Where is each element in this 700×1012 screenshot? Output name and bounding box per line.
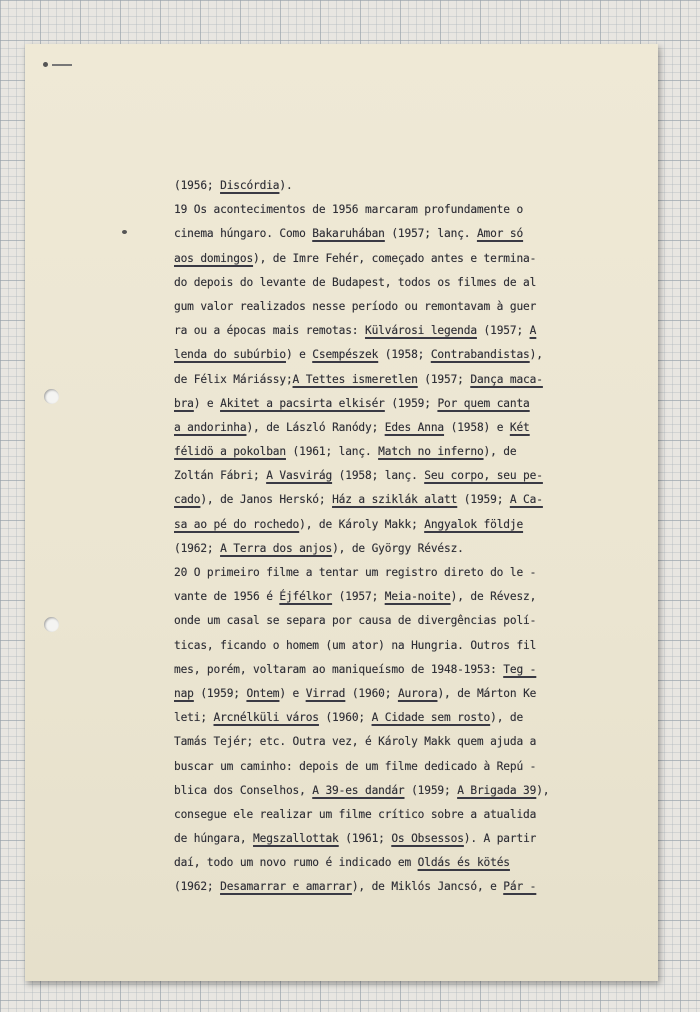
text-line: [174, 343, 614, 367]
underlined-title: Csempészek: [312, 348, 379, 362]
underlined-title: A Ca-: [509, 493, 543, 507]
text-segment: (1961; lanç.: [285, 445, 379, 459]
text-segment: (1957;: [417, 372, 471, 386]
text-line: [174, 803, 614, 827]
text-segment: ) e: [285, 348, 313, 362]
text-segment: gum valor realizados nesse período ou remontavam à guer: [174, 299, 537, 313]
underlined-title: sa ao pé do rochedo: [174, 517, 300, 531]
underlined-title: Oldás és kötés: [417, 856, 510, 870]
underlined-title: A Tettes ismeretlen: [292, 372, 418, 386]
punch-hole: [44, 389, 59, 404]
text-segment: (1961;: [338, 832, 392, 846]
text-segment: (1959;: [457, 493, 510, 507]
text-segment: onde um casal se separa por causa de divergências polí-: [174, 614, 537, 628]
text-segment: 19 Os acontecimentos de 1956 marcaram profundamente o: [174, 203, 524, 217]
text-segment: leti;: [174, 711, 214, 725]
text-segment: ) e: [193, 396, 221, 410]
text-segment: (1958;: [378, 348, 431, 362]
text-line: [174, 416, 614, 440]
text-line: [174, 875, 614, 899]
text-line: [174, 827, 614, 851]
corner-mark: [43, 62, 75, 68]
text-segment: (1958; lanç.: [332, 469, 425, 483]
text-segment: ra ou a épocas mais remotas:: [174, 324, 365, 338]
underlined-title: a andorinha: [174, 420, 247, 434]
text-segment: de húngara,: [174, 832, 254, 846]
text-segment: ), de Károly Makk;: [299, 517, 425, 531]
text-segment: ), de Révesz,: [450, 590, 537, 604]
text-line: [174, 634, 614, 658]
text-line: [174, 392, 614, 416]
text-line: [174, 295, 614, 319]
text-segment: ), de Márton Ke: [437, 686, 537, 700]
underlined-title: aos domingos: [174, 251, 254, 265]
text-segment: (1960;: [345, 686, 398, 700]
underlined-title: A: [529, 324, 537, 338]
text-line: [174, 368, 614, 392]
underlined-title: Megszallottak: [253, 832, 339, 846]
underlined-title: Bakaruhában: [312, 227, 385, 241]
underlined-title: A 39-es dandár: [312, 783, 405, 797]
text-line: [174, 174, 614, 198]
text-line: [174, 440, 614, 464]
text-line: [174, 658, 614, 682]
underlined-title: Discórdia: [220, 179, 280, 192]
underlined-title: Os Obsessos: [391, 832, 464, 846]
underlined-title: Virrad: [305, 686, 346, 700]
underlined-title: lenda do subúrbio: [174, 348, 286, 362]
text-segment: (1962;: [174, 880, 221, 894]
text-line: [174, 464, 614, 488]
text-segment: ticas, ficando o homem (um ator) na Hungria. Outros fil: [174, 638, 537, 652]
text-segment: ), de: [490, 711, 524, 725]
underlined-title: Dança maca-: [470, 372, 543, 386]
underlined-title: A Terra dos anjos: [220, 541, 333, 555]
underlined-title: Contrabandistas: [430, 348, 530, 362]
underlined-title: cado: [174, 493, 201, 507]
text-line: [174, 706, 614, 730]
punch-hole: [44, 617, 59, 632]
text-segment: (1956;: [174, 179, 221, 192]
text-line: [174, 271, 614, 295]
underlined-title: Teg -: [503, 662, 537, 676]
text-segment: (1959;: [193, 686, 247, 700]
text-segment: ), de Miklós Jancsó, e: [351, 880, 504, 894]
ink-speck: [122, 230, 127, 234]
underlined-title: Aurora: [397, 686, 438, 700]
text-segment: daí, todo um novo rumo é indicado em: [174, 856, 418, 870]
text-segment: ), de György Révész.: [332, 541, 464, 555]
underlined-title: A Vasvirág: [266, 469, 333, 483]
underlined-title: Ontem: [246, 686, 280, 700]
text-line: [174, 682, 614, 706]
text-segment: Tamás Tejér; etc. Outra vez, é Károly Makk quem ajuda a: [174, 735, 537, 749]
text-segment: (1960;: [318, 711, 372, 725]
text-segment: (1959;: [384, 396, 438, 410]
underlined-title: Match no inferno: [378, 445, 484, 459]
text-line: [174, 222, 614, 246]
text-line: [174, 755, 614, 779]
text-segment: ) e: [279, 686, 306, 700]
text-segment: (1957;: [332, 590, 385, 604]
text-segment: (1959;: [404, 783, 458, 797]
underlined-title: Amor só: [476, 227, 524, 241]
text-segment: buscar um caminho: depois de um filme dedicado à Repú -: [174, 759, 537, 773]
text-line: [174, 585, 614, 609]
text-segment: cinema húngaro. Como: [174, 227, 313, 241]
text-segment: Zoltán Fábri;: [174, 469, 267, 483]
underlined-title: félidö a pokolban: [174, 445, 286, 459]
text-line: [174, 609, 614, 633]
text-segment: ).: [279, 179, 293, 192]
text-segment: 20 O primeiro filme a tentar um registro direto do le -: [174, 566, 537, 579]
text-line: [174, 247, 614, 271]
text-segment: (1957;: [476, 324, 530, 338]
text-segment: (1962;: [174, 541, 221, 555]
underlined-title: Arcnélküli város: [213, 711, 319, 725]
text-line: [174, 198, 614, 222]
underlined-title: Por quem canta: [437, 396, 530, 410]
text-line: [174, 851, 614, 875]
text-segment: consegue ele realizar um filme crítico sobre a atualida: [174, 807, 537, 821]
text-segment: (1957; lanç.: [384, 227, 477, 241]
underlined-title: A Brigada 39: [457, 783, 537, 797]
underlined-title: Ház a sziklák alatt: [332, 493, 458, 507]
text-segment: ), de László Ranódy;: [246, 420, 385, 434]
text-segment: vante de 1956 é: [174, 590, 280, 604]
underlined-title: bra: [174, 396, 194, 410]
underlined-title: A Cidade sem rosto: [371, 711, 491, 725]
underlined-title: Angyalok földje: [424, 517, 524, 531]
underlined-title: nap: [174, 686, 194, 700]
text-line: [174, 488, 614, 512]
text-segment: ), de Imre Fehér, começado antes e termina-: [253, 251, 537, 265]
underlined-title: Desamarrar e amarrar: [220, 880, 352, 894]
text-line: [174, 513, 614, 537]
underlined-title: Edes Anna: [384, 420, 445, 434]
text-line: [174, 730, 614, 754]
underlined-title: Akitet a pacsirta elkisér: [220, 396, 385, 410]
text-segment: do depois do levante de Budapest, todos os filmes de al: [174, 275, 537, 289]
text-segment: ), de: [483, 445, 517, 459]
text-line: [174, 779, 614, 803]
underlined-title: Seu corpo, seu pe-: [424, 469, 543, 483]
text-segment: mes, porém, voltaram ao maniqueísmo de 1948-1953:: [174, 662, 504, 676]
underlined-title: Meia-noite: [384, 590, 451, 604]
underlined-title: Külvárosi legenda: [364, 324, 477, 338]
text-line: [174, 561, 614, 585]
text-line: [174, 319, 614, 343]
text-segment: de Félix Máriássy;: [174, 372, 293, 386]
text-segment: ),: [529, 348, 543, 362]
text-segment: blica dos Conselhos,: [174, 783, 313, 797]
text-segment: ),: [536, 783, 550, 797]
underlined-title: Két: [509, 420, 530, 434]
text-segment: ), de Janos Herskó;: [200, 493, 333, 507]
underlined-title: Pár -: [503, 880, 537, 894]
text-segment: ). A partir: [463, 832, 537, 846]
text-line: [174, 537, 614, 561]
document-body: [174, 174, 614, 900]
underlined-title: Éjfélkor: [279, 590, 333, 604]
text-segment: (1958) e: [444, 420, 510, 434]
